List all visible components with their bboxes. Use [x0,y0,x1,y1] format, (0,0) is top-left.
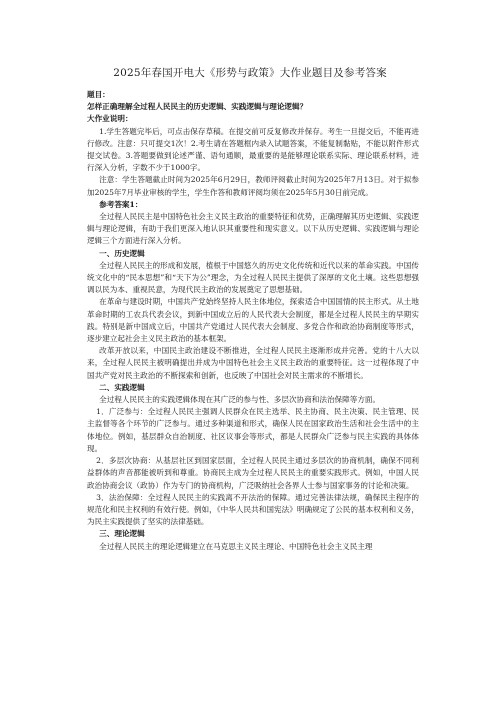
question-text: 怎样正确理解全过程人民民主的历史逻辑、实践逻辑与理论逻辑？ [87,102,308,112]
section-1-heading: 一、历史逻辑 [99,248,145,258]
section-2-item-3: 3．法治保障：全过程人民民主的实践离不开法治的保障。通过完善法律法规，确保民主程序的规范化和民主权利的有效行使。例如，《中华人民共和国宪法》明确规定了公民的基本权利和义务，为民主实践提供了坚实的法律基础。 [87,492,419,527]
section-1-paragraph-3: 改革开放以来，中国民主政治建设不断推进，全过程人民民主逐渐形成并完善。党的十八大以来，全过程人民民主被明确提出并成为中国特色社会主义民主政治的重要特征。这一过程体现了中国共产党对民主政治的不断探索和创新，也反映了中国社会对民主需求的不断增长。 [87,346,419,380]
document-title: 2025年春国开电大《形势与政策》大作业题目及参考答案 [113,67,387,79]
section-3-heading: 三、理论逻辑 [99,529,145,539]
section-1-paragraph-1: 全过程人民民主的形成和发展，植根于中国悠久的历史文化传统和近代以来的革命实践。中国传统文化中的“民本思想”和“天下为公”理念，为全过程人民民主提供了深厚的文化土壤。这些思想强调以民为本、重视民意，为现代民主政治的发展奠定了思想基础。 [87,260,419,295]
section-1-paragraph-2: 在革命与建设时期，中国共产党始终坚持人民主体地位，探索适合中国国情的民主形式。从土地革命时期的工农兵代表会议，到新中国成立后的人民代表大会制度，都是全过程人民民主的早期实践。特别是新中国成立后，中国共产党通过人民代表大会制度、多党合作和政治协商制度等形式，逐步建立起社会主义民主政治的基本框架。 [87,297,419,344]
question-label: 题目： [87,90,110,99]
section-3-paragraph-1: 全过程人民民主的理论逻辑建立在马克思主义民主理论、中国特色社会主义民主理 [99,541,373,551]
document-body [87,89,419,553]
section-2-item-1: 1．广泛参与：全过程人民民主强调人民群众在民主选举、民主协商、民主决策、民主管理、民主监督等各个环节的广泛参与。通过多种渠道和形式，确保人民在国家政治生活和社会生活中的主体地位。例如，基层群众自治制度、社区议事会等形式，都是人民群众广泛参与民主实践的具体体现。 [87,407,419,453]
answer-intro: 全过程人民民主是中国特色社会主义民主政治的重要特征和优势，正确理解其历史逻辑、实践逻辑与理论逻辑，有助于我们更深入地认识其重要性和现实意义。以下从历史逻辑、实践逻辑与理论逻辑三个方面进行深入分析。 [87,212,419,246]
section-2-heading: 二、实践逻辑 [99,382,145,392]
answer-label: 参考答案1： [99,199,143,209]
section-2-intro: 全过程人民民主的实践逻辑体现在其广泛的参与性、多层次协商和法治保障等方面。 [99,395,381,405]
instructions-paragraph-2: 注意：学生答题截止时间为2025年6月29日，教师评阅截止时间为2025年7月13日。对于拟参加2025年7月毕业审核的学生，学生作答和教师评阅均须在2025年5月30日前完成。 [87,175,419,197]
instructions-label: 大作业说明： [87,114,133,124]
instructions-paragraph-1: 1.学生答题完毕后，可点击保存草稿。在提交前可反复修改并保存。考生一旦提交后，不能再进行修改。注意：只可提交1次！2.考生请在答题框内录入试题答案，不能复制黏贴，不能以附件形式提交试卷。3.答题要做到论述严谨、语句通顺，最重要的是能够理论联系实际、理论联系材料，进行深入分析，字数不少于1000字。 [87,126,419,173]
section-2-item-2: 2．多层次协商：从基层社区到国家层面，全过程人民民主通过多层次的协商机制，确保不同利益群体的声音都能被听到和尊重。协商民主成为全过程人民民主的重要实践形式。例如，中国人民政治协商会议（政协）作为专门的协商机构，广泛吸纳社会各界人士参与国家事务的讨论和决策。 [87,456,419,490]
